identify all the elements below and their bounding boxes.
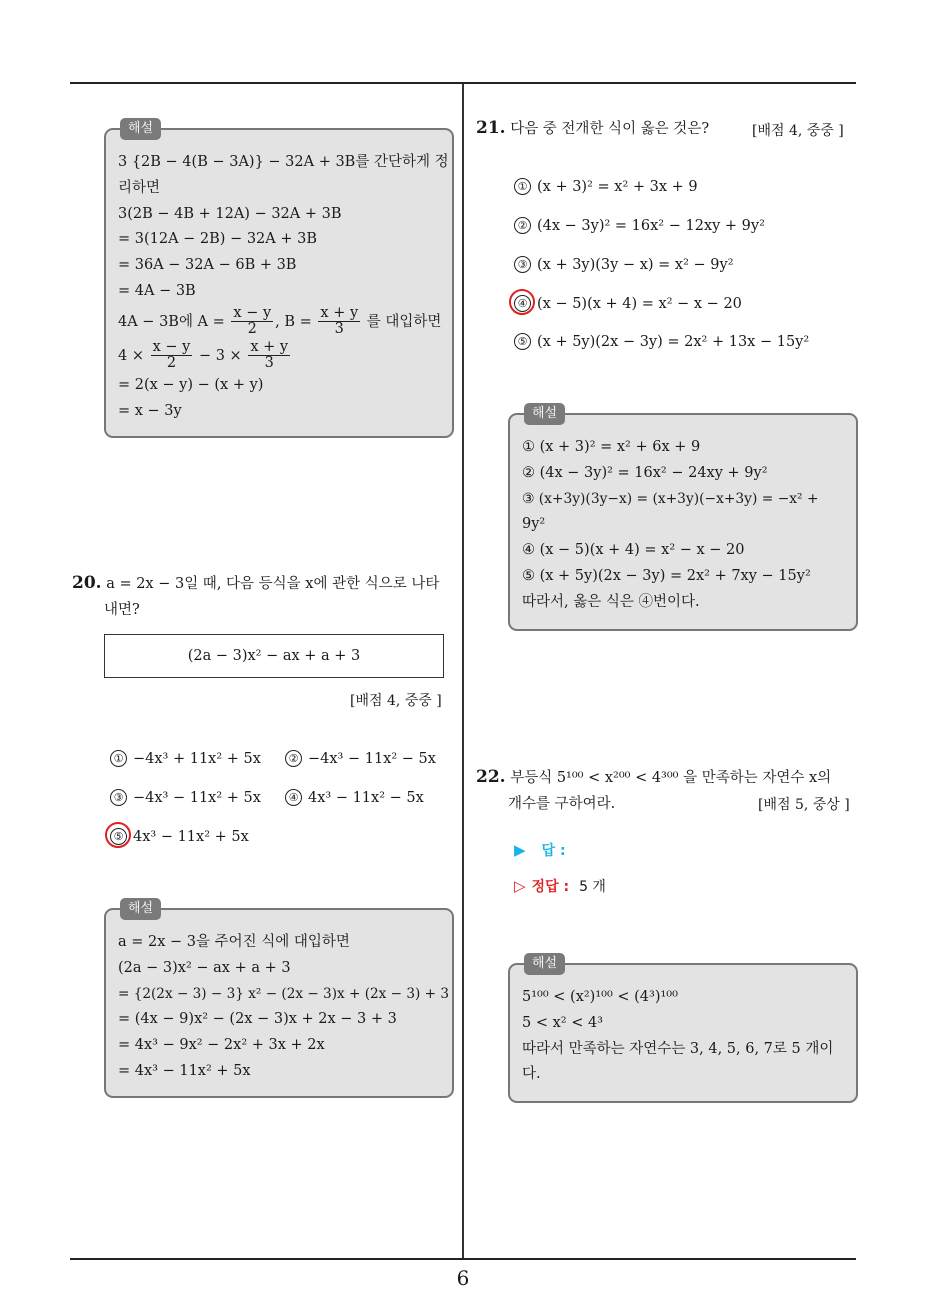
fraction [318, 306, 360, 337]
solution-line: ④ (x − 5)(x + 4) = x² − x − 20 [522, 542, 745, 559]
solution-line: 따라서 만족하는 자연수는 3, 4, 5, 6, 7로 5 개이 [522, 1040, 834, 1057]
solution-line: 따라서, 옳은 식은 ④번이다. [522, 593, 700, 610]
question-text: 부등식 5¹⁰⁰ < x²⁰⁰ < 4³⁰⁰ 을 만족하는 자연수 x의 [510, 770, 832, 786]
choice-text: (x + 3)² = x² + 3x + 9 [537, 179, 698, 195]
choice-text: (x + 3y)(3y − x) = x² − 9y² [537, 257, 734, 273]
q21-solution-box [508, 406, 858, 631]
solution-line: = 2(x − y) − (x + y) [118, 376, 264, 393]
denominator: 3 [264, 355, 274, 372]
page-number: 6 [456, 1266, 470, 1290]
correct-value: 5 개 [579, 879, 606, 895]
fraction [248, 340, 290, 371]
solution-line: = (4x − 9)x² − (2x − 3)x + 2x − 3 + 3 [118, 1011, 397, 1028]
choice-number: ⑤ [110, 828, 127, 845]
question-text: 다음 중 전개한 식이 옳은 것은? [510, 121, 710, 137]
q22-solution-box [508, 956, 858, 1103]
solution-line: (2a − 3)x² − ax + a + 3 [118, 959, 291, 976]
choice-text: −4x³ + 11x² + 5x [133, 751, 261, 767]
choice-text: −4x³ − 11x² + 5x [133, 790, 261, 806]
expr-mid: − 3 × [198, 347, 242, 364]
solution-tag: 해설 [524, 403, 565, 425]
q20-score-meta: [배점 4, 중중 ] [350, 693, 442, 709]
question-text: 내면? [104, 602, 140, 618]
solution-line: 5¹⁰⁰ < (x²)¹⁰⁰ < (4³)¹⁰⁰ [522, 989, 678, 1005]
fraction [231, 306, 273, 337]
substitution-line [118, 305, 440, 339]
correct-label: 정답 : [531, 879, 570, 895]
q21-choice-4[interactable] [514, 295, 742, 312]
choice-text: (x + 5y)(2x − 3y) = 2x² + 13x − 15y² [537, 334, 810, 350]
solution-line: 3 {2B − 4(B − 3A)} − 32A + 3B를 간단하게 정 [118, 154, 449, 170]
solution-tag: 해설 [120, 118, 161, 140]
solution-line: = 4A − 3B [118, 282, 196, 299]
question-number: 20. [72, 573, 102, 593]
choice-number: ② [285, 750, 302, 767]
solution-line: ⑤ (x + 5y)(2x − 3y) = 2x² + 7xy − 15y² [522, 567, 811, 584]
answer-label: 답 : [541, 843, 566, 859]
solution-line: ② (4x − 3y)² = 16x² − 24xy + 9y² [522, 464, 768, 481]
solution-line: 3(2B − 4B + 12A) − 32A + 3B [118, 205, 342, 222]
solution-line: = x − 3y [118, 402, 182, 419]
q20-question [72, 570, 456, 623]
q20-equation-box: (2a − 3)x² − ax + a + 3 [104, 634, 444, 678]
choice-text: 4x³ − 11x² + 5x [133, 829, 249, 845]
choice-number: ④ [514, 295, 531, 312]
solution-line: 5 < x² < 4³ [522, 1014, 603, 1031]
q20-solution-box [104, 901, 454, 1098]
question-text: 개수를 구하여라. [508, 796, 616, 812]
choice-number: ④ [285, 789, 302, 806]
q20-choice-2[interactable] [285, 750, 436, 767]
denominator: 3 [334, 321, 344, 338]
outline-arrow-icon: ▷ [514, 877, 526, 895]
q20-choice-3[interactable] [110, 789, 261, 806]
expression-line [118, 339, 440, 373]
denominator: 2 [166, 355, 177, 372]
q20-choice-1[interactable] [110, 750, 261, 767]
choice-text: (x − 5)(x + 4) = x² − x − 20 [537, 296, 742, 312]
question-number: 22. [476, 767, 506, 787]
numerator: x + y [250, 339, 289, 356]
play-arrow-icon: ▶ [514, 841, 526, 859]
q22-answer-field[interactable] [514, 840, 566, 860]
solution-line: = 4x³ − 11x² + 5x [118, 1062, 251, 1079]
solution-line: 9y² [522, 516, 546, 533]
solution-line: = {2(2x − 3) − 3} x² − (2x − 3)x + (2x − 3) + 3 [118, 985, 449, 1002]
solution-line: 다. [522, 1066, 541, 1083]
choice-number: ⑤ [514, 333, 531, 350]
numerator: x + y [320, 305, 359, 322]
solution-line: ③ (x+3y)(3y−x) = (x+3y)(−x+3y) = −x² + [522, 490, 819, 507]
expr-prefix: 4 × [118, 347, 144, 364]
q22-correct-answer [514, 876, 606, 896]
column-divider [462, 84, 464, 1258]
choice-number: ① [110, 750, 127, 767]
solution-line: 리하면 [118, 179, 161, 196]
question-text: a = 2x − 3일 때, 다음 등식을 x에 관한 식으로 나타 [106, 576, 440, 592]
subst-mid: , B = [275, 313, 312, 330]
choice-number: ③ [110, 789, 127, 806]
denominator: 2 [247, 321, 257, 338]
solution-line: a = 2x − 3을 주어진 식에 대입하면 [118, 934, 350, 950]
q20-answer-mark [105, 822, 131, 848]
choice-text: −4x³ − 11x² − 5x [308, 751, 436, 767]
q20-choice-4[interactable] [285, 789, 424, 806]
question-number: 21. [476, 118, 506, 138]
q21-choice-2[interactable] [514, 217, 765, 234]
q21-answer-mark [509, 289, 535, 315]
choice-text: 4x³ − 11x² − 5x [308, 790, 424, 806]
choice-text: (4x − 3y)² = 16x² − 12xy + 9y² [537, 218, 765, 234]
solution-line: ① (x + 3)² = x² + 6x + 9 [522, 439, 701, 455]
solution-line: = 36A − 32A − 6B + 3B [118, 257, 297, 274]
q19-solution-box [104, 121, 454, 438]
q21-score-meta: [배점 4, 중중 ] [752, 123, 844, 139]
solution-line: = 3(12A − 2B) − 32A + 3B [118, 231, 318, 248]
q21-choice-1[interactable] [514, 178, 698, 195]
choice-number: ① [514, 178, 531, 195]
numerator: x − y [152, 339, 191, 356]
numerator: x − y [233, 305, 272, 322]
subst-suffix: 를 대입하면 [366, 313, 442, 330]
choice-number: ③ [514, 256, 531, 273]
bottom-rule [70, 1258, 856, 1260]
choice-number: ② [514, 217, 531, 234]
solution-tag: 해설 [120, 898, 161, 920]
q22-score-meta: [배점 5, 중상 ] [758, 797, 850, 813]
subst-prefix: 4A − 3B에 A = [118, 313, 225, 330]
q21-choice-3[interactable] [514, 256, 734, 273]
solution-line: = 4x³ − 9x² − 2x² + 3x + 2x [118, 1037, 325, 1054]
solution-tag: 해설 [524, 953, 565, 975]
fraction [151, 340, 193, 371]
q21-choice-5[interactable] [514, 333, 809, 350]
